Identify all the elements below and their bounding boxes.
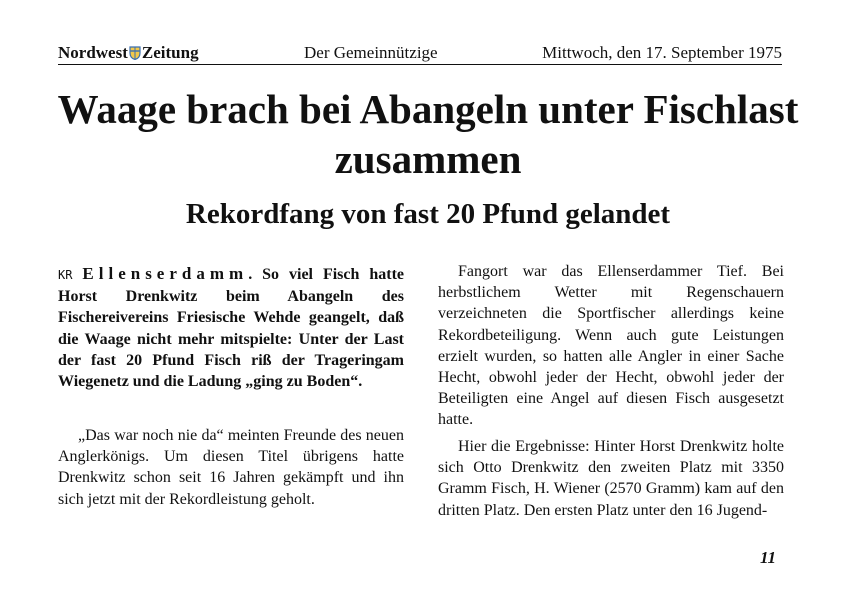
lead-paragraph: [58, 263, 404, 392]
column-name: Der Gemeinnützige: [304, 43, 438, 62]
coat-of-arms-icon: [129, 45, 141, 65]
headline: Waage brach bei Abangeln unter Fischlast zusammen: [57, 86, 799, 182]
author-tag: KR: [58, 268, 73, 282]
dateline-place: Ellenserdamm: [82, 264, 249, 283]
publication-date: Mittwoch, den 17. September 1975: [542, 43, 782, 62]
paragraph-4: Hier die Ergebnisse: Hinter Horst Drenkwitz holte sich Otto Drenkwitz den zweiten Platz mit 3350 Gramm Fisch, H. Wiener (2570 Gramm) kam auf den dritten Platz. Den ersten Platz unter den 16 Jugend-: [438, 438, 784, 519]
paragraph-3: Fangort war das Ellenserdammer Tief. Bei herbstlichem Wetter mit Regenschauern verzeichneten die Sportfischer allerdings keine Rekordbeteiligung. Wenn auch gute Leistungen erzielt wurden, so hatten alle Angler in einer Sache Hecht, obwohl jeder der Hecht, obwohl jeder der Beteiligten eine Angel auf diesen Fisch ausgesetzt hatte.: [438, 263, 784, 429]
page-number: 11: [760, 548, 777, 567]
masthead-divider: [58, 64, 782, 65]
newspaper-name: Nordwest Zeitung: [58, 43, 199, 65]
lead-text: . So viel Fisch hatte Horst Drenkwitz beim Abangeln des Fischereivereins Friesische Wehde geangelt, daß die Waage nicht mehr mitspielte: Unter der Last der fast 20 Pfund Fisch riß der Trageringam Wiegenetz und die Ladung „ging zu Boden“.: [58, 266, 404, 391]
masthead: [58, 41, 782, 63]
paragraph-2: „Das war noch nie da“ meinten Freunde des neuen Anglerkönigs. Um diesen Titel übrigens hatte Drenkwitz schon seit 16 Jahren gekämpft und ihn sich jetzt mit der Rekordleistung geholt.: [58, 427, 404, 508]
subheadline: Rekordfang von fast 20 Pfund gelandet: [185, 198, 671, 230]
